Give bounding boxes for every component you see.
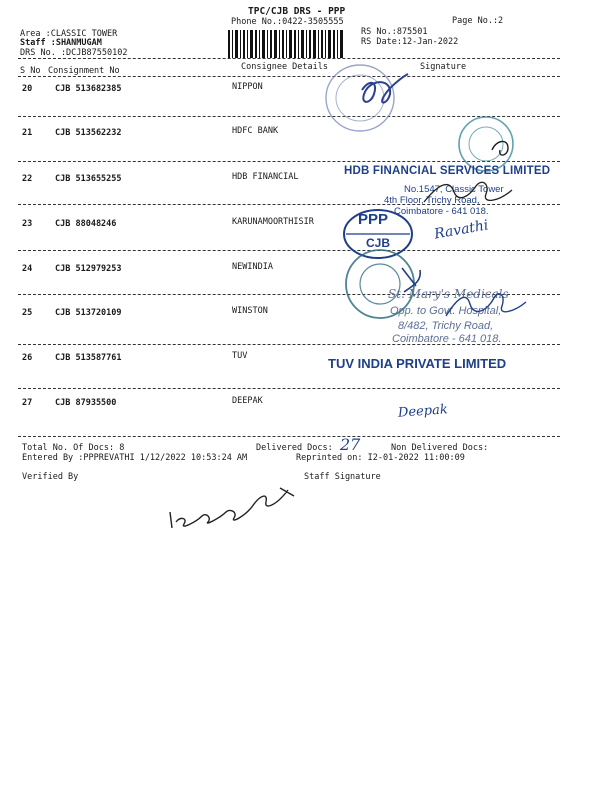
total-docs: Total No. Of Docs: 8 [22, 443, 125, 453]
row-sno: 25 [22, 308, 33, 318]
row-consignee: KARUNAMOORTHISIR [232, 217, 314, 227]
staff-signature-label: Staff Signature [304, 472, 381, 482]
barcode-graphic [228, 30, 343, 58]
hdb-stamp-name: HDB FINANCIAL SERVICES LIMITED [344, 165, 551, 177]
row-sno: 23 [22, 219, 33, 229]
row-consignment: CJB 88048246 [55, 219, 117, 229]
column-header-signature: Signature [420, 62, 467, 72]
row-consignee: NEWINDIA [232, 262, 273, 272]
delivered-docs-label: Delivered Docs: [256, 443, 333, 453]
handwritten-ravathi: Ravathi [433, 217, 490, 243]
handwritten-deepak: Deepak [397, 402, 449, 421]
row-sno: 27 [22, 398, 33, 408]
row-sno: 21 [22, 128, 33, 138]
tuv-stamp-name: TUV INDIA PRIVATE LIMITED [328, 356, 507, 371]
row-consignment: CJB 513682385 [55, 84, 122, 94]
medicals-signature [440, 280, 530, 324]
verified-by-label: Verified By [22, 472, 79, 482]
drs-number: DRS No. :DCJB87550102 [20, 48, 128, 58]
hdb-stamp-address-3: Coimbatore - 641 018. [394, 206, 489, 217]
rs-date: RS Date:12-Jan-2022 [361, 37, 459, 47]
table-bottom-divider [18, 436, 560, 437]
page-number: Page No.:2 [452, 16, 504, 26]
row-consignee: WINSTON [232, 306, 268, 316]
header-divider [18, 58, 560, 59]
post-office-stamp [318, 60, 428, 140]
staff-label: Staff :SHANMUGAM [20, 38, 102, 48]
row-sno: 20 [22, 84, 33, 94]
row-consignment: CJB 513587761 [55, 353, 122, 363]
ppp-stamp-bottom: CJB [366, 236, 391, 250]
rs-number: RS No.:875501 [361, 27, 428, 37]
area-label: Area :CLASSIC TOWER [20, 29, 118, 39]
row-sno: 24 [22, 264, 33, 274]
ppp-stamp-top: PPP [358, 211, 389, 228]
reprinted-on: Reprinted on: I2-01-2022 11:00:09 [296, 453, 465, 463]
document-title: TPC/CJB DRS - PPP [248, 6, 346, 17]
barcode [228, 30, 343, 58]
column-header-divider [18, 76, 560, 77]
non-delivered-docs-label: Non Delivered Docs: [391, 443, 489, 453]
row-divider [18, 388, 560, 389]
row-divider [18, 250, 560, 251]
staff-signature [166, 478, 306, 534]
row-consignment: CJB 513562232 [55, 128, 122, 138]
medicals-stamp-address-3: Coimbatore - 641 018. [392, 333, 502, 345]
row-consignee: HDFC BANK [232, 126, 279, 136]
column-header-details: Consignee Details [241, 62, 328, 72]
row-consignment: CJB 87935500 [55, 398, 117, 408]
row-consignee: HDB FINANCIAL [232, 172, 299, 182]
row-consignment: CJB 512979253 [55, 264, 122, 274]
row-consignment: CJB 513655255 [55, 174, 122, 184]
column-header-consignment: Consignment No [48, 66, 120, 76]
medicals-stamp-address-2: 8/482, Trichy Road, [398, 320, 494, 332]
row-consignee: TUV [232, 351, 248, 361]
row-sno: 26 [22, 353, 33, 363]
row-consignee: DEEPAK [232, 396, 263, 406]
delivered-docs-handwritten: 27 [340, 435, 361, 454]
hdb-stamp-address-2: 4th Floor, Trichy Road, [384, 195, 480, 206]
phone-number: Phone No.:0422-3505555 [231, 17, 344, 27]
hdb-signature [420, 172, 520, 212]
column-header-sno: S No [20, 66, 41, 76]
row-sno: 22 [22, 174, 33, 184]
entered-by: Entered By :PPPREVATHI 1/12/2022 10:53:24 AM [22, 453, 248, 463]
medicals-stamp-address-1: Opp. to Govt. Hospital, [390, 305, 502, 317]
medicals-stamp-name: St. Mary's Medicals [388, 287, 509, 301]
row-consignment: CJB 513720109 [55, 308, 122, 318]
hdb-stamp-address-1: No.1547, Classic Tower [404, 184, 504, 195]
row-consignee: NIPPON [232, 82, 263, 92]
